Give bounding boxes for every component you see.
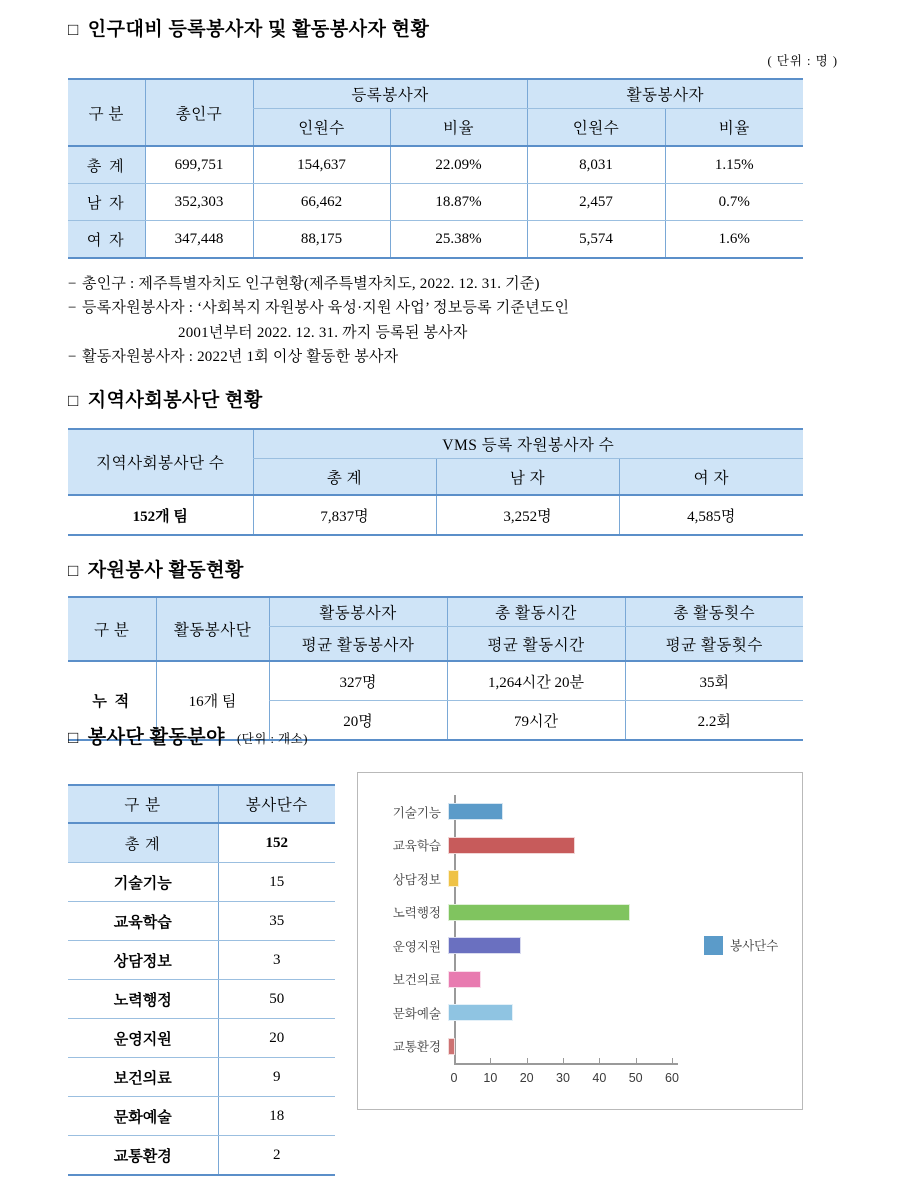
header-corps-count: 지역사회봉사단 수: [68, 429, 253, 495]
cell-total-hours: 1,264시간 20분: [447, 661, 625, 701]
table-header-row: [68, 79, 803, 109]
row-label-field: 상담정보: [68, 941, 218, 980]
chart-x-tick: [636, 1058, 637, 1063]
cell-field-value: 3: [218, 941, 335, 980]
table-row: [68, 941, 335, 980]
chart-bar-row: [378, 964, 481, 994]
chart-legend: [704, 936, 778, 955]
chart-category-label: 문화예술: [392, 1006, 441, 1021]
section2-heading: [68, 385, 838, 412]
cell-avg-volunteers: 20명: [269, 701, 447, 741]
cell-field-value: 9: [218, 1058, 335, 1097]
chart-bar: [448, 971, 481, 988]
cell-reg-ratio: 22.09%: [390, 146, 527, 184]
table-row: [68, 184, 803, 221]
table-header-row: [68, 597, 803, 627]
header-registered-volunteers: 등록봉사자: [253, 79, 527, 109]
checkbox-square-icon: □: [68, 561, 79, 580]
cell-field-value: 18: [218, 1097, 335, 1136]
header-total: 총 계: [253, 459, 436, 496]
header-total-hours: 총 활동시간: [447, 597, 625, 627]
section-volunteer-activity-status: [68, 555, 838, 741]
chart-category-label: 보건의료: [392, 973, 441, 988]
section1-title: 인구대비 등록봉사자 및 활동봉사자 현황: [87, 19, 430, 40]
section3-title: 자원봉사 활동현황: [87, 560, 244, 581]
chart-x-tick-label: 60: [665, 1071, 679, 1085]
table-header-row: [68, 785, 335, 823]
header-reg-count: 인원수: [253, 109, 390, 147]
header-gubun: 구 분: [68, 785, 218, 823]
row-label-field: 노력행정: [68, 980, 218, 1019]
cell-reg-count: 154,637: [253, 146, 390, 184]
cell-reg-count: 66,462: [253, 184, 390, 221]
chart-bar: [448, 870, 459, 887]
checkbox-square-icon: □: [68, 391, 79, 410]
note-item: [68, 272, 838, 296]
section1-heading: [68, 14, 838, 41]
chart-x-tick: [527, 1058, 528, 1063]
volunteer-fields-bar-chart: [357, 772, 803, 1110]
chart-bar: [448, 937, 521, 954]
cell-corps-count: 152개 팀: [68, 495, 253, 535]
row-label-field: 교육학습: [68, 902, 218, 941]
chart-bar: [448, 837, 575, 854]
cell-act-count: 8,031: [527, 146, 665, 184]
header-activity-corps: 활동봉사단: [156, 597, 269, 661]
cell-reg-ratio: 25.38%: [390, 221, 527, 259]
chart-category-label: 기술기능: [392, 805, 441, 820]
row-label-field: 기술기능: [68, 863, 218, 902]
table-row: [68, 980, 335, 1019]
chart-bar-row: [378, 998, 513, 1028]
chart-bar-row: [378, 1031, 455, 1061]
section-volunteer-corps-fields: [68, 722, 838, 749]
note-item: [68, 296, 838, 320]
header-total-population: 총인구: [145, 79, 253, 146]
activity-status-table: [68, 596, 803, 741]
cell-total-count: 35회: [625, 661, 803, 701]
chart-x-tick: [563, 1058, 564, 1063]
header-avg-count: 평균 활동횟수: [625, 627, 803, 662]
row-label-total: 총 계: [68, 823, 218, 863]
cell-avg-hours: 79시간: [447, 701, 625, 741]
chart-x-tick: [490, 1058, 491, 1063]
note-item-continuation: [68, 321, 838, 345]
chart-bar: [448, 803, 503, 820]
chart-category-label: 상담정보: [392, 872, 441, 887]
note-item: [68, 345, 838, 369]
note-text: 2001년부터 2022. 12. 31. 까지 등록된 봉사자: [178, 324, 468, 341]
cell-total-population: 347,448: [145, 221, 253, 259]
cell-field-value: 2: [218, 1136, 335, 1176]
cell-vms-male: 3,252명: [436, 495, 619, 535]
header-act-ratio: 비율: [665, 109, 803, 147]
header-total-count: 총 활동횟수: [625, 597, 803, 627]
chart-bar: [448, 1004, 513, 1021]
header-act-count: 인원수: [527, 109, 665, 147]
header-avg-volunteers: 평균 활동봉사자: [269, 627, 447, 662]
header-active-volunteers: 활동봉사자: [269, 597, 447, 627]
row-label-field: 보건의료: [68, 1058, 218, 1097]
chart-x-tick-label: 20: [519, 1071, 534, 1085]
cell-avg-count: 2.2회: [625, 701, 803, 741]
chart-x-tick: [599, 1058, 600, 1063]
cell-field-value: 20: [218, 1019, 335, 1058]
cell-field-value: 15: [218, 863, 335, 902]
row-label-cumulative: 누 적: [68, 661, 156, 740]
table-row: [68, 863, 335, 902]
header-male: 남 자: [436, 459, 619, 496]
fields-breakdown-table: [68, 784, 335, 1176]
table-row: [68, 1097, 335, 1136]
chart-bar-row: [378, 897, 630, 927]
chart-x-axis: [454, 1063, 678, 1065]
section2-title: 지역사회봉사단 현황: [87, 390, 263, 411]
cell-reg-ratio: 18.87%: [390, 184, 527, 221]
row-label-total: 총 계: [68, 146, 145, 184]
row-label-field: 운영지원: [68, 1019, 218, 1058]
chart-bar-row: [378, 864, 459, 894]
section1-unit-note: ( 단위 : 명 ): [767, 54, 838, 68]
cell-act-ratio: 0.7%: [665, 184, 803, 221]
chart-legend-label: 봉사단수: [730, 939, 779, 954]
header-avg-hours: 평균 활동시간: [447, 627, 625, 662]
chart-x-tick-label: 30: [556, 1071, 570, 1085]
header-female: 여 자: [619, 459, 803, 496]
table-row: [68, 902, 335, 941]
population-table: [68, 78, 803, 259]
chart-bar: [448, 904, 630, 921]
chart-bar-row: [378, 797, 503, 827]
chart-bar-row: [378, 830, 575, 860]
header-corps-count: 봉사단수: [218, 785, 335, 823]
section4-heading: [68, 722, 838, 749]
header-active-volunteers: 활동봉사자: [527, 79, 803, 109]
row-label-field: 교통환경: [68, 1136, 218, 1176]
header-gubun: 구 분: [68, 597, 156, 661]
note-dash: −: [68, 276, 77, 292]
chart-x-tick-label: 40: [592, 1071, 607, 1085]
chart-plot-area: [358, 773, 802, 1109]
section4-unit-note: (단위 : 개소): [237, 732, 308, 746]
note-text: 활동자원봉사자 : 2022년 1회 이상 활동한 봉사자: [82, 348, 399, 365]
cell-act-ratio: 1.15%: [665, 146, 803, 184]
table-row: [68, 661, 803, 701]
chart-x-tick: [672, 1058, 673, 1063]
checkbox-square-icon: □: [68, 728, 79, 747]
table-row: [68, 1136, 335, 1176]
note-dash: −: [68, 348, 77, 365]
chart-category-label: 노력행정: [392, 906, 441, 921]
chart-bar-row: [378, 931, 521, 961]
section1-notes: [68, 272, 838, 369]
header-vms-registered: VMS 등록 자원봉사자 수: [253, 429, 803, 459]
table-row: [68, 1019, 335, 1058]
cell-act-count: 2,457: [527, 184, 665, 221]
section-population-volunteers: [68, 14, 838, 369]
section3-heading: [68, 555, 838, 582]
section4-title: 봉사단 활동분야: [87, 727, 226, 748]
cell-total-population: 699,751: [145, 146, 253, 184]
cell-active-volunteers: 327명: [269, 661, 447, 701]
chart-bar: [448, 1038, 455, 1055]
cell-vms-female: 4,585명: [619, 495, 803, 535]
cell-field-value: 50: [218, 980, 335, 1019]
chart-x-tick-label: 50: [628, 1071, 643, 1085]
note-text: 등록자원봉사자 : ‘사회복지 자원봉사 육성·지원 사업’ 정보등록 기준년도인: [82, 300, 570, 317]
chart-x-tick-label: 0: [450, 1071, 458, 1085]
chart-category-label: 교통환경: [392, 1040, 441, 1055]
cell-total-value: 152: [218, 823, 335, 863]
cell-field-value: 35: [218, 902, 335, 941]
chart-category-label: 운영지원: [392, 939, 441, 954]
table-row: [68, 495, 803, 535]
table-row: [68, 1058, 335, 1097]
table-row-total: [68, 823, 335, 863]
row-label-field: 문화예술: [68, 1097, 218, 1136]
chart-legend-swatch: [704, 936, 723, 955]
table-header-row: [68, 429, 803, 459]
chart-category-label: 교육학습: [392, 839, 441, 854]
note-dash: −: [68, 300, 77, 317]
header-gubun: 구 분: [68, 79, 145, 146]
row-label-male: 남 자: [68, 184, 145, 221]
table-row: [68, 221, 803, 259]
cell-reg-count: 88,175: [253, 221, 390, 259]
cell-vms-total: 7,837명: [253, 495, 436, 535]
cell-total-population: 352,303: [145, 184, 253, 221]
cell-act-count: 5,574: [527, 221, 665, 259]
table-row: [68, 146, 803, 184]
cell-activity-corps: 16개 팀: [156, 661, 269, 740]
cell-act-ratio: 1.6%: [665, 221, 803, 259]
section-community-volunteer-corps: [68, 385, 838, 536]
chart-x-tick-label: 10: [483, 1071, 498, 1085]
community-corps-table: [68, 428, 803, 536]
header-reg-ratio: 비율: [390, 109, 527, 147]
row-label-female: 여 자: [68, 221, 145, 259]
note-text: 총인구 : 제주특별자치도 인구현황(제주특별자치도, 2022. 12. 31. 기준): [82, 276, 540, 292]
checkbox-square-icon: □: [68, 20, 79, 39]
